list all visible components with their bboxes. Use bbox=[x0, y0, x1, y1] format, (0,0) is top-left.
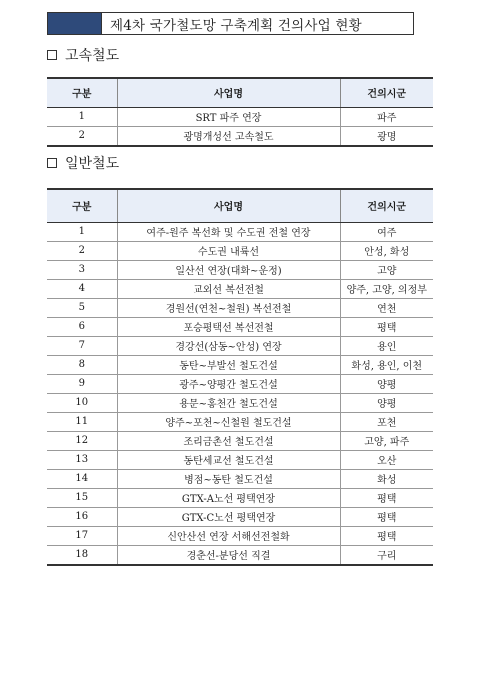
checkbox-square-icon bbox=[47, 50, 57, 60]
column-header: 구분 bbox=[47, 78, 117, 107]
table-row bbox=[47, 279, 433, 298]
table-row bbox=[47, 488, 433, 507]
requesting-city: 양주, 고양, 의정부 bbox=[340, 279, 433, 298]
project-name: 양주~포천~신철원 철도건설 bbox=[117, 412, 340, 431]
requesting-city: 평택 bbox=[340, 317, 433, 336]
requesting-city: 화성 bbox=[340, 469, 433, 488]
high-speed-table bbox=[47, 77, 433, 147]
requesting-city: 양평 bbox=[340, 374, 433, 393]
requesting-city: 여주 bbox=[340, 222, 433, 241]
column-header: 사업명 bbox=[117, 78, 340, 107]
project-name: 경강선(삼동~안성) 연장 bbox=[117, 336, 340, 355]
requesting-city: 평택 bbox=[340, 488, 433, 507]
project-name: 동탄세교선 철도건설 bbox=[117, 450, 340, 469]
section-heading-general bbox=[47, 153, 119, 173]
table-row bbox=[47, 355, 433, 374]
column-header: 구분 bbox=[47, 189, 117, 222]
row-number: 5 bbox=[47, 298, 117, 317]
table-row bbox=[47, 469, 433, 488]
project-name: 경원선(연천~철원) 복선전철 bbox=[117, 298, 340, 317]
project-name: 병점~동탄 철도건설 bbox=[117, 469, 340, 488]
requesting-city: 광명 bbox=[340, 126, 433, 146]
project-name: 광주~양평간 철도건설 bbox=[117, 374, 340, 393]
project-name: 조리금촌선 철도건설 bbox=[117, 431, 340, 450]
requesting-city: 파주 bbox=[340, 107, 433, 126]
table-row bbox=[47, 412, 433, 431]
table-row bbox=[47, 526, 433, 545]
table-row bbox=[47, 222, 433, 241]
table-header-row bbox=[47, 78, 433, 107]
table-row bbox=[47, 507, 433, 526]
row-number: 13 bbox=[47, 450, 117, 469]
table-row bbox=[47, 126, 433, 146]
row-number: 2 bbox=[47, 126, 117, 146]
project-name: 일산선 연장(대화~운정) bbox=[117, 260, 340, 279]
row-number: 14 bbox=[47, 469, 117, 488]
row-number: 10 bbox=[47, 393, 117, 412]
row-number: 18 bbox=[47, 545, 117, 565]
project-name: 용문~홍천간 철도건설 bbox=[117, 393, 340, 412]
project-name: GTX-A노선 평택연장 bbox=[117, 488, 340, 507]
requesting-city: 고양 bbox=[340, 260, 433, 279]
column-header: 건의시군 bbox=[340, 189, 433, 222]
requesting-city: 연천 bbox=[340, 298, 433, 317]
row-number: 2 bbox=[47, 241, 117, 260]
column-header: 사업명 bbox=[117, 189, 340, 222]
requesting-city: 고양, 파주 bbox=[340, 431, 433, 450]
project-name: SRT 파주 연장 bbox=[117, 107, 340, 126]
table-row bbox=[47, 298, 433, 317]
requesting-city: 화성, 용인, 이천 bbox=[340, 355, 433, 374]
project-name: 동탄~부발선 철도건설 bbox=[117, 355, 340, 374]
row-number: 12 bbox=[47, 431, 117, 450]
row-number: 7 bbox=[47, 336, 117, 355]
column-header: 건의시군 bbox=[340, 78, 433, 107]
document-title: 제4차 국가철도망 구축계획 건의사업 현황 bbox=[110, 17, 362, 34]
section-heading-high-speed bbox=[47, 45, 119, 65]
checkbox-square-icon bbox=[47, 158, 57, 168]
row-number: 15 bbox=[47, 488, 117, 507]
project-name: GTX-C노선 평택연장 bbox=[117, 507, 340, 526]
table-row bbox=[47, 107, 433, 126]
requesting-city: 평택 bbox=[340, 507, 433, 526]
section-title-high-speed: 고속철도 bbox=[65, 48, 120, 64]
table-row bbox=[47, 317, 433, 336]
row-number: 16 bbox=[47, 507, 117, 526]
table-row bbox=[47, 545, 433, 565]
row-number: 3 bbox=[47, 260, 117, 279]
row-number: 17 bbox=[47, 526, 117, 545]
row-number: 9 bbox=[47, 374, 117, 393]
requesting-city: 안성, 화성 bbox=[340, 241, 433, 260]
title-accent-block bbox=[48, 13, 102, 34]
project-name: 광명개성선 고속철도 bbox=[117, 126, 340, 146]
document-title-box bbox=[47, 12, 414, 35]
project-name: 수도권 내륙선 bbox=[117, 241, 340, 260]
table-row bbox=[47, 393, 433, 412]
table-row bbox=[47, 431, 433, 450]
row-number: 8 bbox=[47, 355, 117, 374]
section-title-general: 일반철도 bbox=[65, 156, 120, 172]
requesting-city: 용인 bbox=[340, 336, 433, 355]
project-name: 여주-원주 복선화 및 수도권 전철 연장 bbox=[117, 222, 340, 241]
requesting-city: 오산 bbox=[340, 450, 433, 469]
row-number: 4 bbox=[47, 279, 117, 298]
project-name: 포승평택선 복선전철 bbox=[117, 317, 340, 336]
table-row bbox=[47, 260, 433, 279]
project-name: 경춘선-분당선 직결 bbox=[117, 545, 340, 565]
table-row bbox=[47, 336, 433, 355]
general-rail-table bbox=[47, 188, 433, 566]
requesting-city: 양평 bbox=[340, 393, 433, 412]
table-row bbox=[47, 374, 433, 393]
requesting-city: 포천 bbox=[340, 412, 433, 431]
project-name: 교외선 복선전철 bbox=[117, 279, 340, 298]
table-row bbox=[47, 450, 433, 469]
row-number: 1 bbox=[47, 222, 117, 241]
project-name: 신안산선 연장 서해선전철화 bbox=[117, 526, 340, 545]
requesting-city: 구리 bbox=[340, 545, 433, 565]
row-number: 1 bbox=[47, 107, 117, 126]
requesting-city: 평택 bbox=[340, 526, 433, 545]
table-row bbox=[47, 241, 433, 260]
row-number: 11 bbox=[47, 412, 117, 431]
row-number: 6 bbox=[47, 317, 117, 336]
table-header-row bbox=[47, 189, 433, 222]
